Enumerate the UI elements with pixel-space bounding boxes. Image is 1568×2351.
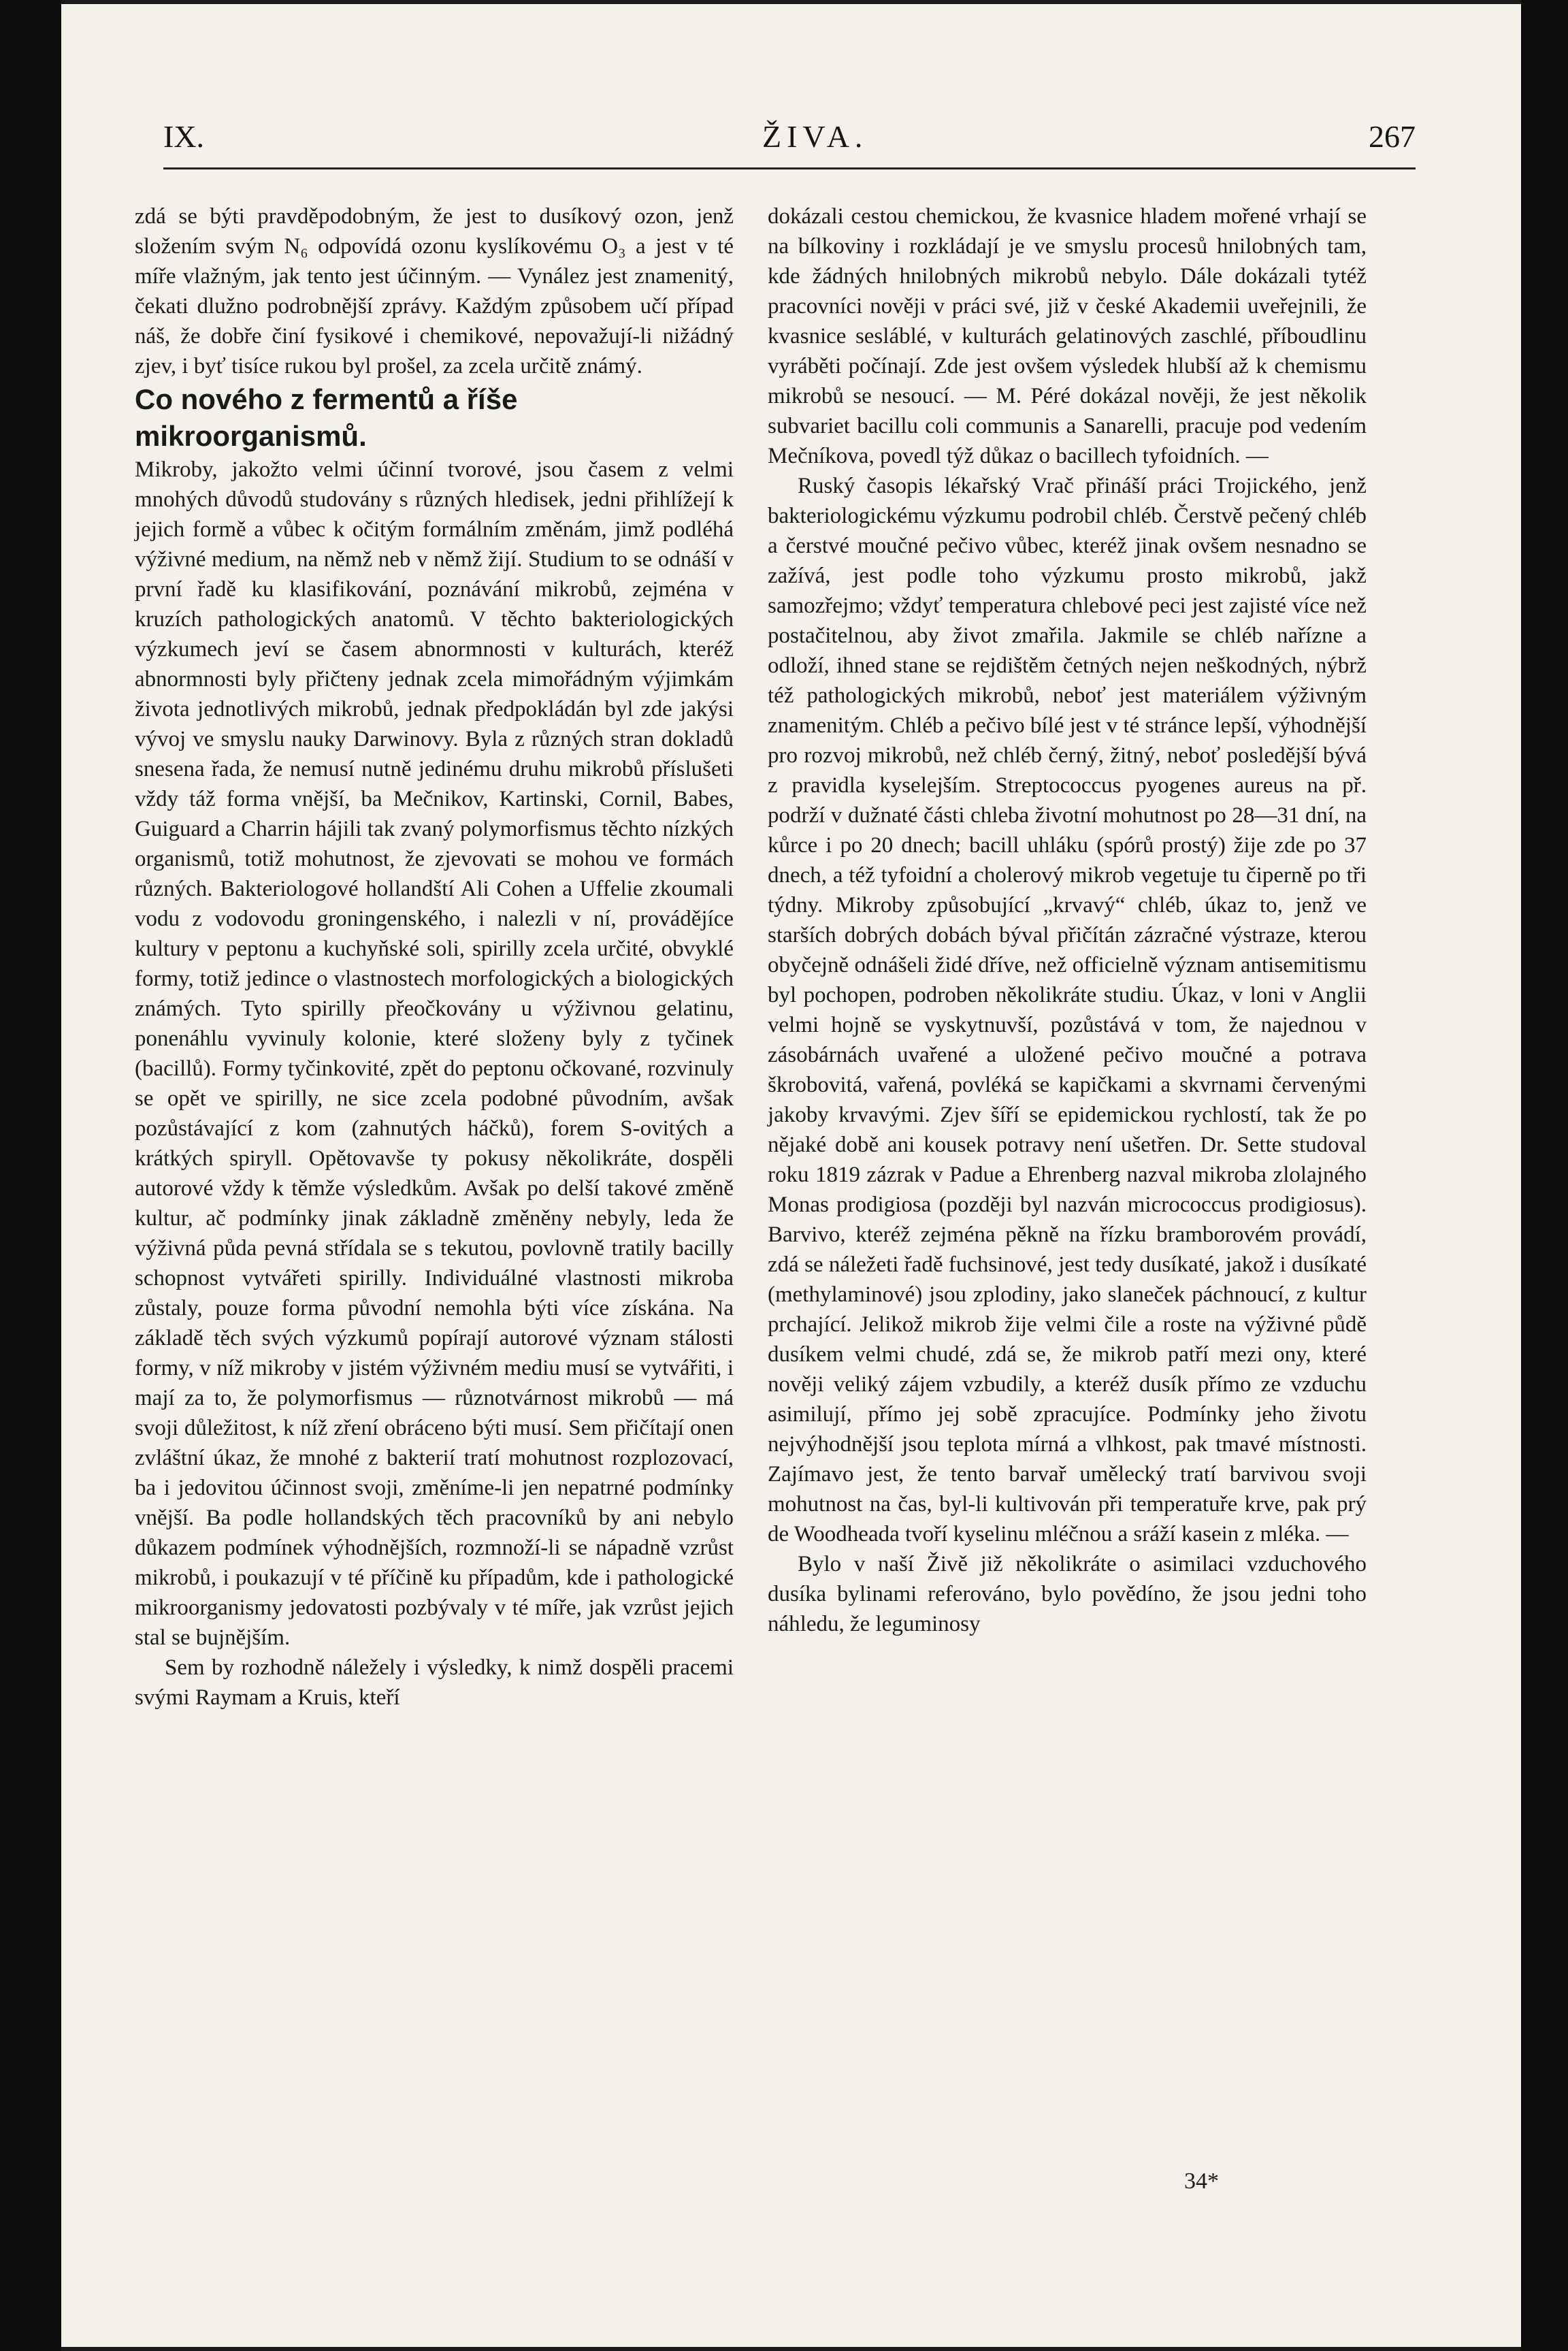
running-header (163, 118, 1416, 166)
scan-border-left (0, 0, 61, 2351)
right-column (768, 201, 1367, 2175)
signature-mark: 34* (1184, 2169, 1219, 2194)
right-paragraph-1: dokázali cestou chemickou, že kvasnice hladem mořené vrhají se na bílkoviny i rozkládají je ve smyslu procesů hnilobných tam, kde žádných hnilobných mikrobů nebylo. Dále dokázali tytéž pracovníci nověji v práci své, již v české Akademii uveřejnili, že kvasnice sesláblé, v kulturách gelatinových zaschlé, příboudlinu vyráběti počínají. Zde jest ovšem výsledek hlubší až k chemismu mikrobů se nesoucí. — M. Péré dokázal nověji, že jest několik subvariet bacillu coli communis a Sanarelli, pracuje pod vedením Mečníkova, povedl týž důkaz o bacillech tyfoidních. — (768, 204, 1367, 468)
left-paragraph-1: zdá se býti pravděpodobným, že jest to dusíkový ozon, jenž složením svým N₆ odpovídá ozonu kyslíkovému O₃ a jest v té míře vlažným, jak tento jest účinným. — Vynález jest znamenitý, čekati dlužno podrobnější zprávy. Každým způsobem učí případ náš, že dobře činí fysikové i chemikové, nepovažují-li nižádný zjev, i byť tisíce rukou byl prošel, za zcela určitě známý. (135, 204, 734, 378)
left-column (135, 201, 734, 2175)
scan-border-right (1521, 0, 1568, 2351)
section-heading: Co nového z fermentů a říše mikroorganismů. (135, 383, 518, 452)
left-paragraph-3: Sem by rozhodně náležely i výsledky, k nimž dospěli pracemi svými Raymam a Kruis, kteří (135, 1655, 734, 1710)
right-paragraph-3: Bylo v naší Živě již několikráte o asimilaci vzduchového dusíka bylinami referováno, bylo povědíno, že jsou jedni toho náhledu, že leguminosy (768, 1552, 1367, 1636)
header-rule (163, 167, 1416, 169)
right-paragraph-2: Ruský časopis lékařský Vrač přináší práci Trojického, jenž bakteriologickému výzkumu podrobil chléb. Čerstvě pečený chléb a čerstvé moučné pečivo vůbec, kteréž jinak ovšem nesnadno se zažívá, jest podle toho výzkumu prosto mikrobů, jakž samozřejmo; vždyť temperatura chlebové peci jest zajisté více než postačitelnou, aby život zmařila. Jakmile se chléb nařízne a odloží, ihned stane se rejdištěm četných nejen neškodných, nýbrž též pathologických mikrobů, neboť jest materiálem výživným znamenitým. Chléb a pečivo bílé jest v té stránce lepší, výhodnější pro rozvoj mikrobů, než chléb černý, žitný, neboť posledější bývá z pravidla kyselejším. Streptococcus pyogenes aureus na př. podrží v dužnaté části chleba životní mohutnost po 28—31 dní, na kůrce i po 20 dnech; bacill uhláku (spórů prostý) žije zde po 37 dnech, a též tyfoidní a cholerový mikrob vegetuje tu čiperně po tři týdny. Mikroby způsobující „krvavý“ chléb, úkaz to, jenž ve starších dobrých dobách býval přičítán zázračné výstraze, kterou obyčejně odnášeli židé dříve, než officielně význam antisemitismu byl pochopen, podroben několikráte studiu. Úkaz, v loni v Anglii velmi hojně se vyskytnuvší, pozůstává v tom, že najednou v zásobárnách uvařené a uložené pečivo moučné a potrava škrobovitá, vařená, povléká se kapičkami a skvrnami červenými jakoby krvavými. Zjev šíří se epidemickou rychlostí, tak že po nějaké době ani kousek potravy není ušetřen. Dr. Sette studoval roku 1819 zázrak v Padue a Ehrenberg nazval mikroba zlolajného Monas prodigiosa (později byl nazván micrococcus prodigiosus). Barvivo, kteréž zejména pěkně na řízku bramborovém provádí, zdá se náležeti řadě fuchsinové, jest tedy dusíkaté, jakož i dusíkaté (methylaminové) jsou zplodiny, jako slaneček páchnoucí, z kultur prchající. Jelikož mikrob žije velmi čile a roste na výživné půdě dusíkem velmi chudé, zdá se, že mikrob patří mezi ony, které nověji veliký zájem vzbudily, a kteréž dusík přímo ze vzduchu asimilují, přímo jej sobě zpracujíce. Podmínky jeho životu nejvýhodnější jsou teplota mírná a vlhkost, pak tmavé místnosti. Zajímavo jest, že tento barvař umělecký tratí barvivou svoji mohutnost na čas, byl-li kultivován při temperatuře krve, pak prý de Woodheada tvoří kyselinu mléčnou a sráží kasein z mléka. — (768, 474, 1367, 1546)
journal-page (61, 4, 1521, 2347)
page-number: 267 (1369, 119, 1416, 154)
left-paragraph-2: Mikroby, jakožto velmi účinní tvorové, jsou časem z velmi mnohých důvodů studovány s různých hledisek, jedni přihlížejí k jejich formě a vůbec k očitým formálním změnám, jimž podléhá výživné medium, na němž neb v němž žijí. Studium to se odnáší v první řadě ku klasifikování, poznávání mikrobů, zejména v kruzích pathologických anatomů. V těchto bakteriologických výzkumech jeví se časem abnormnosti v kulturách, kteréž abnormnosti byly přičteny jednak zcela mimořádným výjimkám života jednotlivých mikrobů, jednak předpokládán byl zde jakýsi vývoj ve smyslu nauky Darwinovy. Byla z různých stran dokladů snesena řada, že nemusí nutně jedinému druhu mikrobů příslušeti vždy táž forma vnější, ba Mečnikov, Kartinski, Cornil, Babes, Guiguard a Charrin hájili tak zvaný polymorfismus těchto nízkých organismů, totiž mohutnost, že zjevovati se mohou ve formách různých. Bakteriologové hollandští Ali Cohen a Uffelie zkoumali vodu z vodovodu groningenského, i nalezli v ní, provádějíce kultury v peptonu a kuchyňské soli, spirilly zcela určité, obvyklé formy, totiž jedince o vlastnostech morfologických a biologických známých. Tyto spirilly přeočkovány u výživnou gelatinu, ponenáhlu vyvinuly kolonie, které složeny byly z tyčinek (bacillů). Formy tyčinkovité, zpět do peptonu očkované, rozvinuly se opět ve spirilly, ne sice zcela podobné původním, avšak pozůstávající z kom (zahnutých háčků), forem S-ovitých a krátkých spiryll. Opětovavše ty pokusy několikráte, dospěli autorové vždy k těmže výsledkům. Avšak po delší takové změně kultur, ač podmínky jinak základně změněny nebyly, leda že výživná půda pevná střídala se s tekutou, povlovně tratily bacilly schopnost vytvářeti spirilly. Individuálné vlastnosti mikroba zůstaly, pouze forma původní nemohla býti více získána. Na základě těch svých výzkumů popírají autorové význam stálosti formy, v níž mikroby v jistém výživném mediu musí se vytvářiti, i mají za to, že polymorfismus — různotvárnost mikrobů — má svoji důležitost, k níž zření obráceno býti musí. Sem přičítají onen zvláštní úkaz, že mnohé z bakterií tratí mohutnost rozplozovací, ba i jedovitou účinnost svoji, změníme-li jen nepatrné podmínky vnější. Ba podle hollandských těch pracovníků by ani nebylo důkazem podmínek výhodnějších, rozmnoží-li se nápadně vzrůst mikrobů, i poukazují v té příčině ku případům, kde i pathologické mikroorganismy jedovatosti pozbývaly v té míře, jak vzrůst jejich stal se bujnějším. (135, 457, 734, 1650)
volume-number: IX. (163, 119, 205, 154)
journal-title: ŽIVA. (762, 119, 868, 154)
